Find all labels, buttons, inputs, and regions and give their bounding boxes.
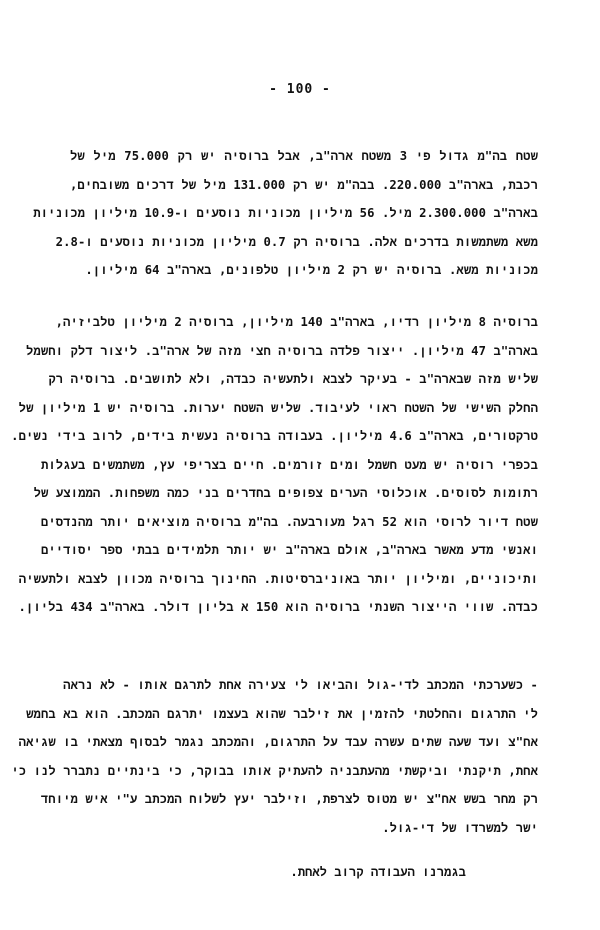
text-line: ואנשי מדע מאשר בארה"ב, אולם בארה"ב יש יותר תלמידים בבתי ספר יסודיים: [40, 543, 538, 557]
text-line: אח"צ ועד שעה שתים עשרה עבד על התרגום, והמכתב נגמר לבסוף מצאתי בו שגיאה: [18, 735, 538, 749]
text-line: שטח בה"מ גדול פי 3 משטח ארה"ב, אבל ברוסיה יש רק 75.000 מיל של: [70, 149, 539, 163]
paragraph-letter-translation: [11, 671, 538, 842]
closing-line: בגמרנו העבודה קרוב לאחת.: [290, 865, 466, 879]
text-line: לי התרגום והחלטתי להזמין את זילבר שהוא בעצמו יתרגם המכתב. הוא בא בחמש: [26, 706, 538, 721]
text-line: רתומות לסוסים. אוכלוסי הערים צפופים בחדרים בני כמה משפחות. הממוצע של: [33, 486, 538, 500]
text-line: בכפרי רוסיה יש מעט חשמל ומים זורמים. חיים בצריפי עץ, משתמשים בעגלות: [40, 457, 538, 472]
text-line: ברוסיה 8 מיליון רדיו, בארה"ב 140 מיליון, ברוסיה 2 מיליון טלביזיה,: [55, 315, 538, 329]
text-line: שליש מזה שבארה"ב - בעיקר לצבא ולתעשיה כבדה, ולא לתושבים. ברוסיה רק: [48, 372, 538, 386]
text-line: בארה"ב 2.300.000 מיל. 56 מיליון מכוניות נוסעים ו-10.9 מיליון מכוניות: [33, 206, 538, 220]
text-line: כבדה. שווי הייצור השנתי ברוסיה הוא 150 א בליון דולר. בארה"ב 434 בליון.: [18, 600, 538, 614]
text-line: מכוניות משא. ברוסיה יש רק 2 מיליון טלפונים, בארה"ב 64 מיליון.: [85, 263, 538, 277]
paragraph-statistics-economy: [11, 308, 538, 622]
text-line: אחת, תיקנתי וביקשתי מהעתבניה להעתיק אותו בבוקר, כי בינתיים נתברר לנו כי: [11, 763, 538, 778]
paragraph-statistics-transport: [33, 142, 539, 285]
text-line: - כשערכתי המכתב לדי-גול והביאו לי צעירה אחת לתרגם אותו - לא נראה: [63, 678, 538, 692]
text-line: ישר למשרדו של די-גול.: [382, 820, 538, 835]
text-line: רכבת, בארה"ב 220.000. בבה"מ יש רק 131.000 מיל של דרכים משובחים,: [70, 177, 538, 192]
text-line: החלק השישי של השטח ראוי לעיבוד. שליש השטח יערות. ברוסיה יש 1 מיליון של: [18, 400, 538, 415]
text-line: ותיכוניים, ומיליון יותר באוניברסיטות. החינוך ברוסיה מכוון לצבא ולתעשיה: [18, 571, 538, 586]
text-line: משא משתמשות בדרכים אלה. ברוסיה רק 0.7 מיליון מכוניות נוסעים ו-2.8: [55, 234, 538, 249]
text-line: בארה"ב 47 מיליון. ייצור פלדה ברוסיה חצי מזה של ארה"ב. ליצור דלק וחשמל: [26, 343, 538, 358]
text-line: טרקטורים, בארה"ב 4.6 מיליון. בעבודה ברוסיה נעשית בידים, לרוב בידי נשים.: [11, 429, 538, 443]
text-line: רק מחר בשש אח"צ יש מטוס לצרפת, וזילבר יעץ לשלוח המכתב ע"י איש מיוחד: [40, 792, 538, 806]
text-line: שטח דיור לרוסי הוא 52 רגל מעורבעה. בה"מ ברוסיה מוציאים יותר מהנדסים: [40, 514, 538, 529]
page-number: - 100 -: [269, 82, 331, 97]
